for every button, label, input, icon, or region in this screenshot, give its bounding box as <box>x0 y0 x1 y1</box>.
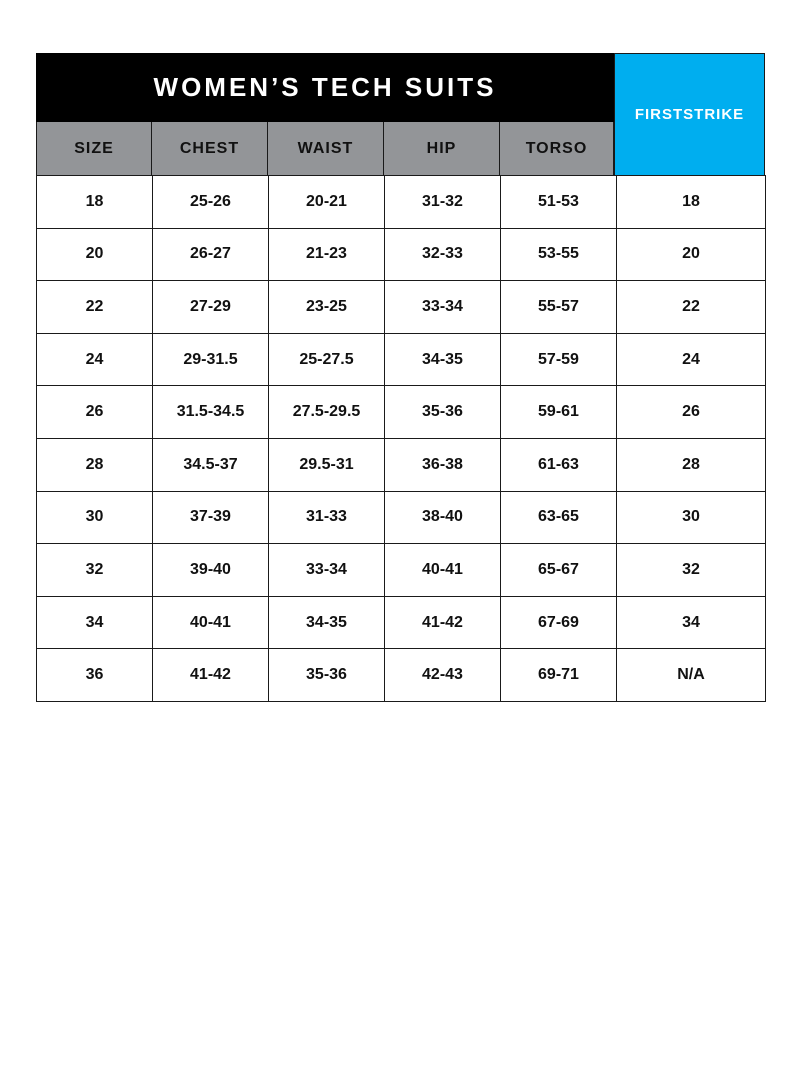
cell-size: 20 <box>37 228 153 281</box>
cell-waist: 33-34 <box>269 544 385 597</box>
cell-waist: 21-23 <box>269 228 385 281</box>
cell-torso: 53-55 <box>501 228 617 281</box>
cell-size: 22 <box>37 281 153 334</box>
cell-firststrike: 26 <box>617 386 766 439</box>
cell-firststrike: 18 <box>617 176 766 229</box>
table-row <box>37 596 766 649</box>
cell-hip: 35-36 <box>385 386 501 439</box>
cell-chest: 34.5-37 <box>153 438 269 491</box>
table-row <box>37 544 766 597</box>
cell-size: 34 <box>37 596 153 649</box>
table-row <box>37 176 766 229</box>
cell-size: 30 <box>37 491 153 544</box>
cell-size: 26 <box>37 386 153 439</box>
cell-torso: 63-65 <box>501 491 617 544</box>
cell-firststrike: N/A <box>617 649 766 702</box>
header-chest: CHEST <box>152 122 268 175</box>
cell-firststrike: 22 <box>617 281 766 334</box>
cell-chest: 40-41 <box>153 596 269 649</box>
cell-chest: 37-39 <box>153 491 269 544</box>
cell-torso: 67-69 <box>501 596 617 649</box>
cell-hip: 34-35 <box>385 333 501 386</box>
cell-hip: 36-38 <box>385 438 501 491</box>
header-hip: HIP <box>384 122 500 175</box>
cell-firststrike: 24 <box>617 333 766 386</box>
cell-torso: 55-57 <box>501 281 617 334</box>
cell-size: 18 <box>37 176 153 229</box>
header-size: SIZE <box>36 122 152 175</box>
cell-size: 36 <box>37 649 153 702</box>
size-chart <box>36 53 765 711</box>
cell-waist: 35-36 <box>269 649 385 702</box>
cell-waist: 23-25 <box>269 281 385 334</box>
cell-torso: 51-53 <box>501 176 617 229</box>
table-row <box>37 228 766 281</box>
cell-torso: 61-63 <box>501 438 617 491</box>
table-row <box>37 438 766 491</box>
header-torso: TORSO <box>500 122 614 175</box>
cell-firststrike: 32 <box>617 544 766 597</box>
cell-chest: 27-29 <box>153 281 269 334</box>
cell-firststrike: 30 <box>617 491 766 544</box>
cell-hip: 42-43 <box>385 649 501 702</box>
cell-chest: 26-27 <box>153 228 269 281</box>
size-table <box>36 175 766 702</box>
cell-waist: 29.5-31 <box>269 438 385 491</box>
brand-column-header: FIRSTSTRIKE <box>614 53 765 175</box>
cell-waist: 31-33 <box>269 491 385 544</box>
cell-waist: 34-35 <box>269 596 385 649</box>
cell-size: 32 <box>37 544 153 597</box>
cell-waist: 27.5-29.5 <box>269 386 385 439</box>
cell-size: 28 <box>37 438 153 491</box>
cell-hip: 32-33 <box>385 228 501 281</box>
table-row <box>37 491 766 544</box>
cell-hip: 41-42 <box>385 596 501 649</box>
table-row <box>37 649 766 702</box>
cell-hip: 38-40 <box>385 491 501 544</box>
cell-waist: 25-27.5 <box>269 333 385 386</box>
cell-firststrike: 28 <box>617 438 766 491</box>
cell-firststrike: 20 <box>617 228 766 281</box>
cell-torso: 57-59 <box>501 333 617 386</box>
cell-chest: 29-31.5 <box>153 333 269 386</box>
table-row <box>37 386 766 439</box>
cell-firststrike: 34 <box>617 596 766 649</box>
cell-hip: 31-32 <box>385 176 501 229</box>
cell-torso: 69-71 <box>501 649 617 702</box>
table-row <box>37 281 766 334</box>
header-row <box>36 122 614 175</box>
table-row <box>37 333 766 386</box>
cell-torso: 59-61 <box>501 386 617 439</box>
chart-title: WOMEN’S TECH SUITS <box>36 53 614 122</box>
cell-hip: 40-41 <box>385 544 501 597</box>
cell-chest: 39-40 <box>153 544 269 597</box>
cell-chest: 25-26 <box>153 176 269 229</box>
cell-chest: 31.5-34.5 <box>153 386 269 439</box>
cell-hip: 33-34 <box>385 281 501 334</box>
header-waist: WAIST <box>268 122 384 175</box>
cell-size: 24 <box>37 333 153 386</box>
cell-waist: 20-21 <box>269 176 385 229</box>
cell-chest: 41-42 <box>153 649 269 702</box>
cell-torso: 65-67 <box>501 544 617 597</box>
